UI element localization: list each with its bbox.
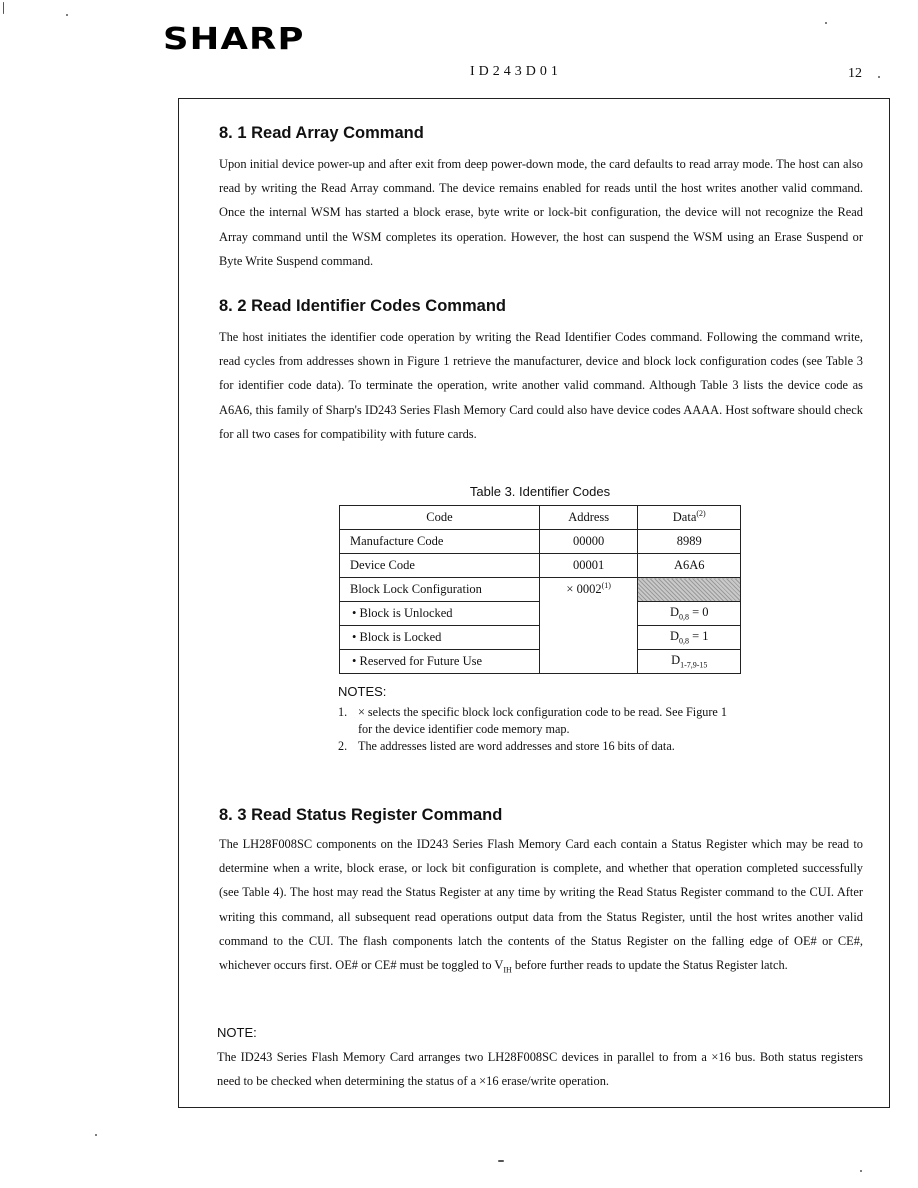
table-row — [340, 578, 741, 602]
note-number: 2. — [338, 739, 348, 753]
scan-speck — [860, 1170, 862, 1172]
page-number: 12 — [848, 66, 862, 81]
sharp-logo: SHARP — [163, 22, 305, 57]
section-heading-8-1: 8. 1 Read Array Command — [219, 124, 424, 142]
scan-speck — [498, 1160, 504, 1162]
cell-unlocked-label: • Block is Unlocked — [340, 602, 540, 626]
cell-reserved-label: • Reserved for Future Use — [340, 650, 540, 674]
cell-manufacturer-address: 00000 — [539, 530, 638, 554]
scan-speck — [825, 22, 827, 24]
identifier-codes-table — [339, 505, 741, 674]
section-body-8-3: The LH28F008SC components on the ID243 Series Flash Memory Card each contain a Status Register which may be read to determine when a write, block erase, or lock bit configuration is complete, and whether that operation completed successfully (see Table 4). The host may read the Status Register at any time by writing the Read Status Register command to the CUI. After writing this command, all subsequent read operations output data from the Status Register, until the host writes another valid command to the CUI. The flash components latch the contents of the Status Register on the falling edge of OE# or CE#, whichever occurs first. OE# or CE# must be toggled to $V_{IH}$ before further reads to update the Status Register latch. — [219, 837, 863, 975]
cell-locked-label: • Block is Locked — [340, 626, 540, 650]
section-body-8-1: Upon initial device power-up and after exit from deep power-down mode, the card defaults to read array mode. The host can also read by writing the Read Array command. The device remains enabled for reads until the host writes another valid command. Once the internal WSM has started a block erase, byte write or lock-bit configuration, the device will not recognize the Read Array command until the WSM completes its operation. However, the host can suspend the WSM using an Erase Suspend or Byte Write Suspend command. — [219, 157, 863, 268]
col-header-code: Code — [340, 506, 540, 530]
section-heading-8-3: 8. 3 Read Status Register Command — [219, 806, 503, 824]
table-title: Table 3. Identifier Codes — [469, 484, 611, 499]
table-note-2 — [338, 738, 728, 755]
table-note-1 — [338, 704, 728, 738]
table-row — [340, 530, 741, 554]
cell-device-data: A6A6 — [638, 554, 741, 578]
cell-unlocked-data: $D_{0,8} = 0$ — [638, 602, 741, 626]
table-header-row — [340, 506, 741, 530]
note-text: × selects the specific block lock configuration code to be read. See Figure 1 for the device identifier code memory map. — [358, 705, 727, 736]
cell-block-lock-address: × $0002^{(1)}$ — [539, 578, 638, 674]
cell-device-code: Device Code — [340, 554, 540, 578]
cell-reserved-data: $D_{1-7,9-15}$ — [638, 650, 741, 674]
bottom-note-text: The ID243 Series Flash Memory Card arranges two LH28F008SC devices in parallel to from a ×16 bus. Both status registers need to be checked when determining the status of a ×16 erase/write operation. — [217, 1050, 863, 1089]
cell-locked-data: $D_{0,8} = 1$ — [638, 626, 741, 650]
bottom-note-label: NOTE: — [217, 1025, 257, 1040]
scan-speck — [66, 14, 68, 16]
cell-block-lock-shaded — [638, 578, 741, 602]
scan-speck — [878, 76, 880, 78]
table-notes-title: NOTES: — [338, 684, 387, 699]
scan-speck — [95, 1134, 97, 1136]
section-heading-8-2: 8. 2 Read Identifier Codes Command — [219, 297, 506, 315]
cell-device-address: 00001 — [539, 554, 638, 578]
cell-manufacturer-code: Manufacture Code — [340, 530, 540, 554]
col-header-address: Address — [539, 506, 638, 530]
note-number: 1. — [338, 705, 348, 719]
col-header-data: Data$^{(2)}$ — [638, 506, 741, 530]
section-body-8-2: The host initiates the identifier code operation by writing the Read Identifier Codes command. Following the command write, read cycles from addresses shown in Figure 1 retrieve the manufacturer, device and block lock configuration codes (see Table 3 for identifier code data). To terminate the operation, write another valid command. Although Table 3 lists the device code as A6A6, this family of Sharp's ID243 Series Flash Memory Card could also have device codes AAAA. Host software should check for all two cases for compatibility with future cards. — [219, 330, 863, 441]
note-text: The addresses listed are word addresses and store 16 bits of data. — [358, 739, 675, 753]
cell-block-lock-code: Block Lock Configuration — [340, 578, 540, 602]
document-id: ID243D01 — [470, 64, 562, 79]
scan-mark — [3, 2, 4, 14]
table-row — [340, 554, 741, 578]
cell-manufacturer-data: 8989 — [638, 530, 741, 554]
